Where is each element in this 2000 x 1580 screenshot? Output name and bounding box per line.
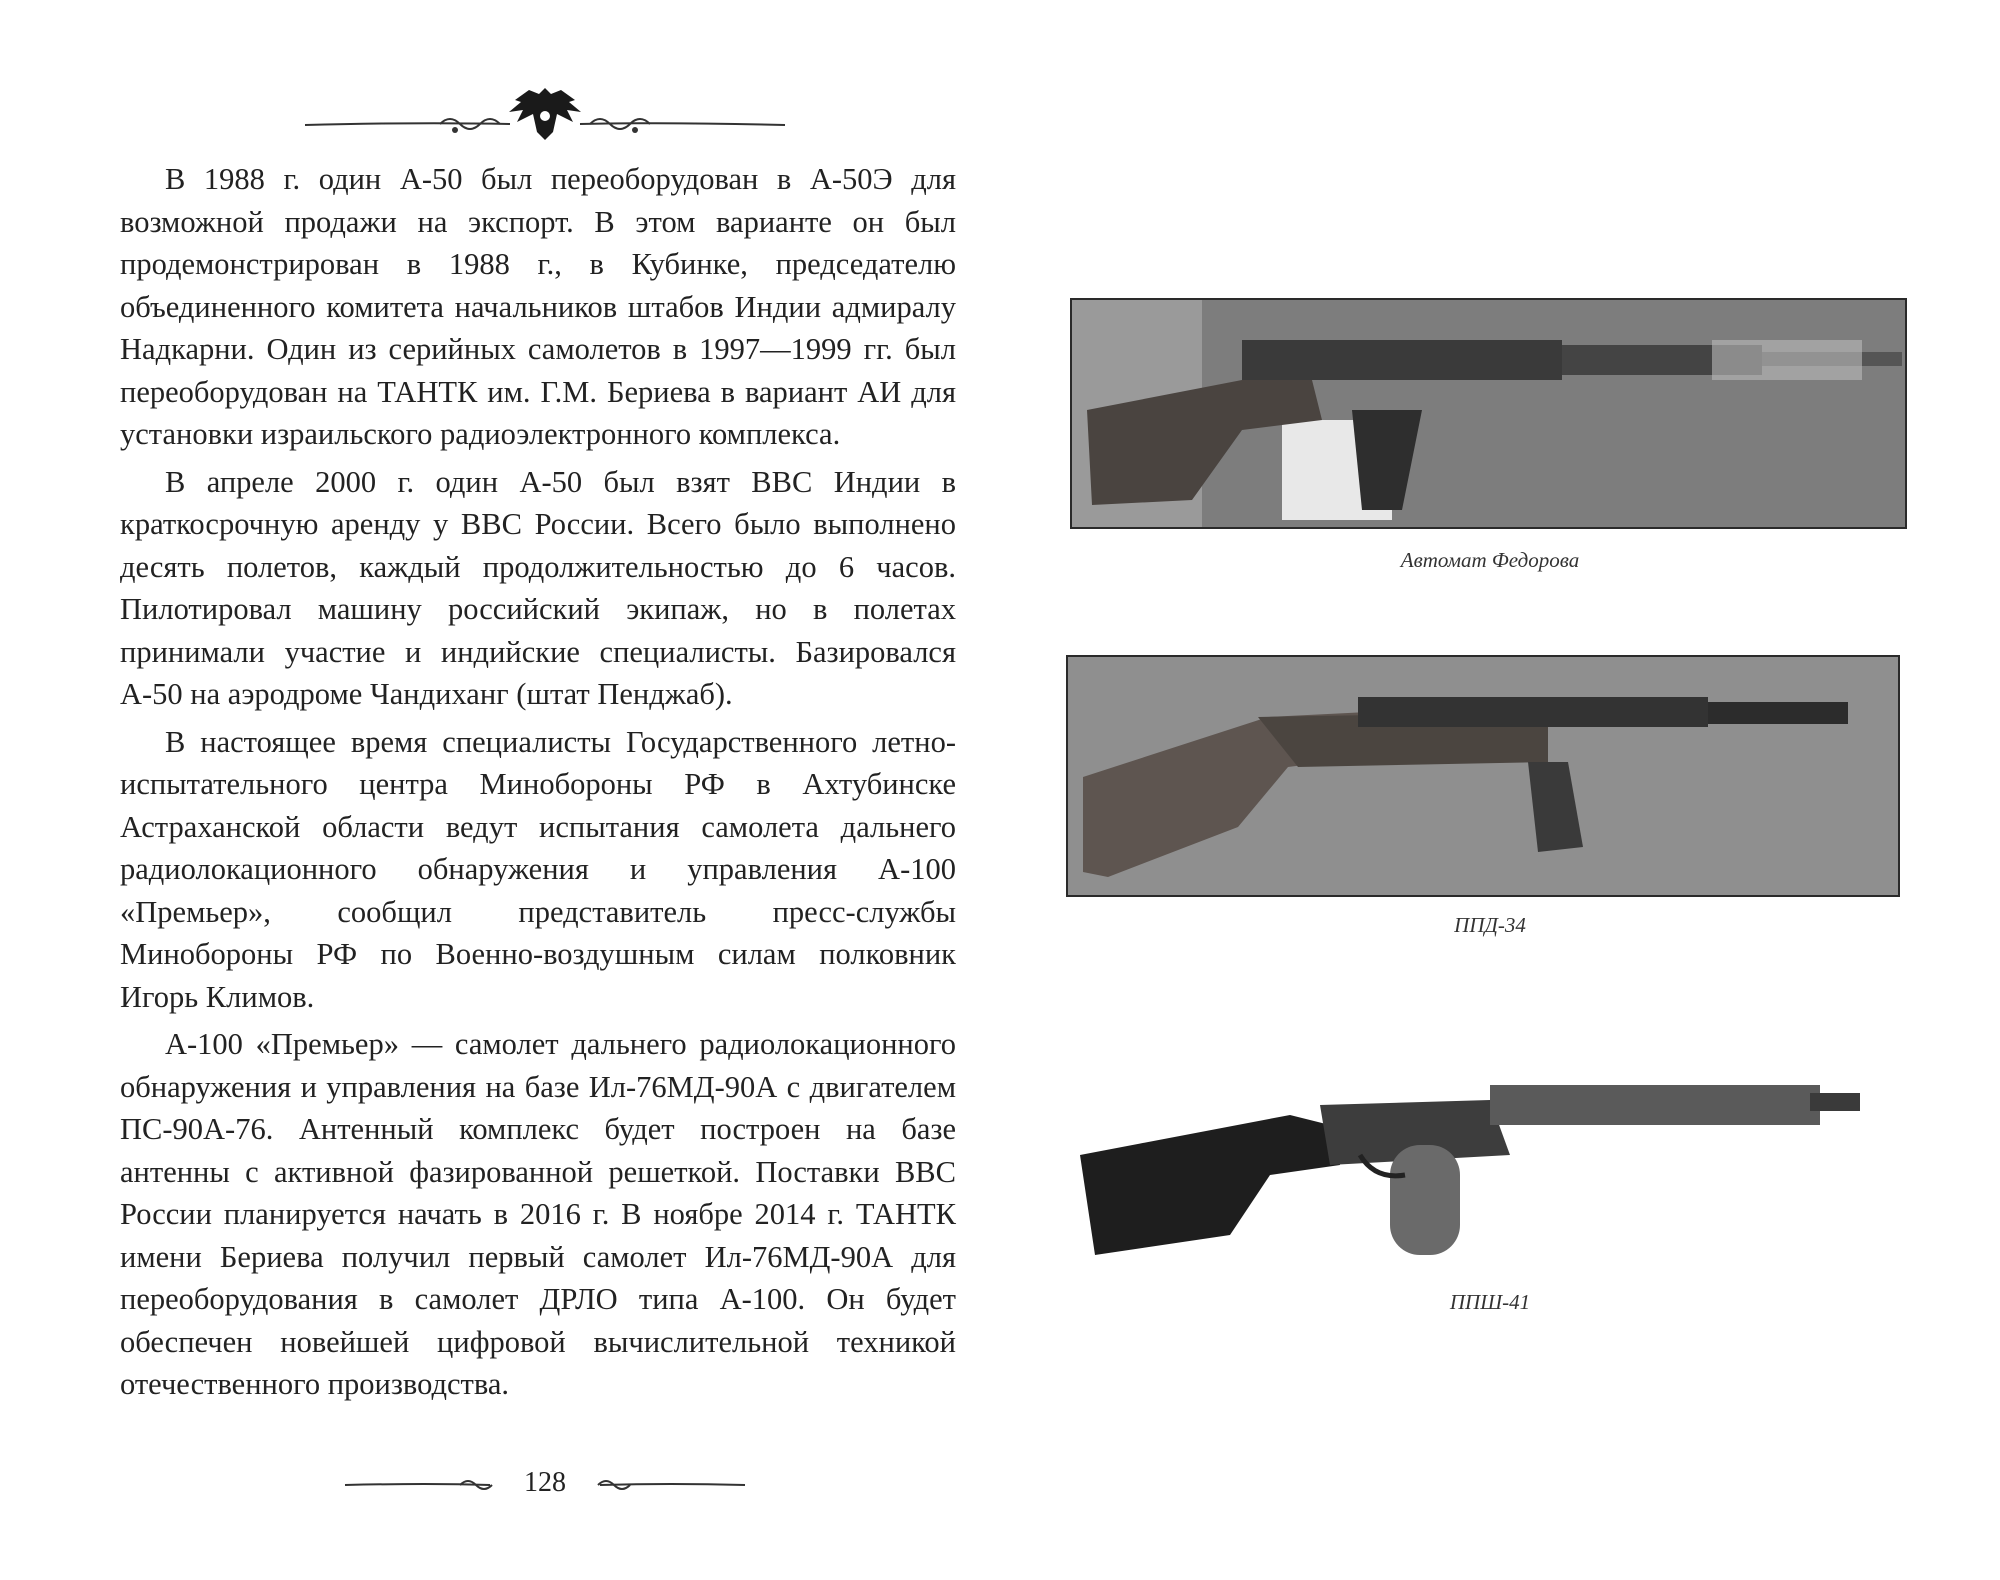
ppd34-photo: [1066, 655, 1900, 897]
paragraph: В настоящее время специалисты Государственного летно-испытательного центра Минобороны РФ в Ахтубинске Астраханской области ведут испытания самолета дальнего радиолокационного обнаружения и управления А-100 «Премьер», сообщил представитель пресс-службы Минобороны РФ по Военно-воздушным силам полковник Игорь Климов.: [120, 724, 956, 1014]
main-text: [120, 158, 956, 1411]
page-number: 128: [524, 1467, 566, 1498]
figure-caption: ППШ-41: [1449, 1290, 1531, 1314]
right-page: [1000, 0, 2000, 1580]
figure-caption: ППД-34: [1454, 913, 1526, 937]
ppsh41-photo: [1070, 1035, 1880, 1265]
paragraph: В 1988 г. один А-50 был переоборудован в А-50Э для возможной продажи на экспорт. В этом варианте он был продемонстрирован в 1988 г., в Кубинке, председателю объединенного комитета начальников штабов Индии адмиралу Надкарни. Один из серийных самолетов в 1997—1999 гг. был переоборудован на ТАНТК им. Г.М. Бериева в вариант АИ для установки израильского радиоэлектронного комплекса.: [120, 162, 956, 451]
paragraph: В апреле 2000 г. один А-50 был взят ВВС Индии в краткосрочную аренду у ВВС России. Всего было выполнено десять полетов, каждый продолжительностью до 6 часов. Пилотировал машину российский экипаж, но в полетах принимали участие и индийские специалисты. Базировался А-50 на аэродроме Чандиханг (штат Пенджаб).: [120, 464, 956, 711]
paragraph: А-100 «Премьер» — самолет дальнего радиолокационного обнаружения и управления на базе Ил-76МД-90А с двигателем ПС-90А-76. Антенный комплекс будет построен на базе антенны с активной фазированной решеткой. Поставки ВВС России планируется начать в 2016 г. В ноябре 2014 г. ТАНТК имени Бериева получил первый самолет Ил-76МД-90А для переоборудования в самолет ДРЛО типа А-100. Он будет обеспечен новейшей цифровой вычислительной техникой отечественного производства.: [120, 1027, 956, 1401]
fedorov-rifle-photo: [1070, 298, 1907, 529]
eagle-ornament-icon: [300, 80, 790, 150]
figure-caption: Автомат Федорова: [1400, 548, 1580, 572]
